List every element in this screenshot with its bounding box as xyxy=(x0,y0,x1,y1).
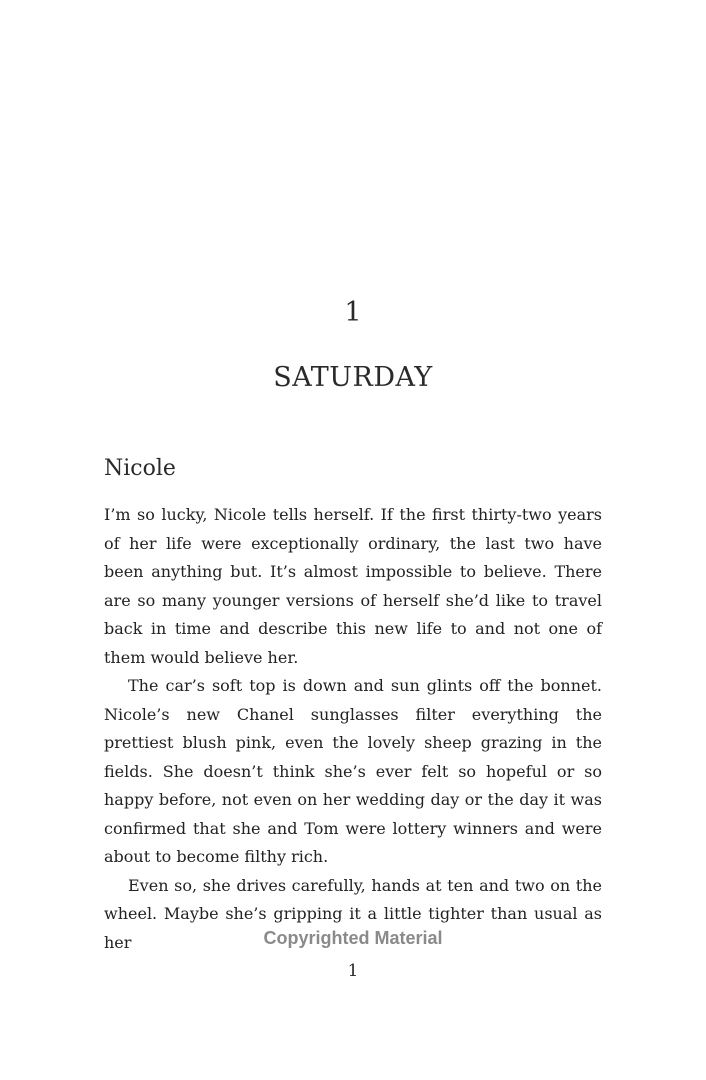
paragraph: Even so, she drives carefully, hands at ten and two on the wheel. Maybe she’s gripping it a little tighter than usual as her xyxy=(104,875,602,952)
section-heading: Nicole xyxy=(104,456,176,481)
paragraph: I’m so lucky, Nicole tells herself. If the first thirty-two years of her life were exceptionally ordinary, the last two have been anything but. It’s almost impossible to believe. There are so many younger versions of herself she’d like to travel back in time and describe this new life to and not one of them would believe her. xyxy=(104,505,602,667)
body-text xyxy=(104,501,602,957)
page-number: 1 xyxy=(347,961,359,981)
chapter-title: SATURDAY xyxy=(273,362,433,393)
paragraph: The car’s soft top is down and sun glints off the bonnet. Nicole’s new Chanel sunglasses filter everything the prettiest blush pink, even the lovely sheep grazing in the fields. She doesn’t think she’s ever felt so hopeful or so happy before, not even on her wedding day or the day it was confirmed that she and Tom were lottery winners and were about to become filthy rich. xyxy=(104,676,602,866)
chapter-number: 1 xyxy=(344,297,362,328)
copyright-watermark: Copyrighted Material xyxy=(263,928,443,948)
